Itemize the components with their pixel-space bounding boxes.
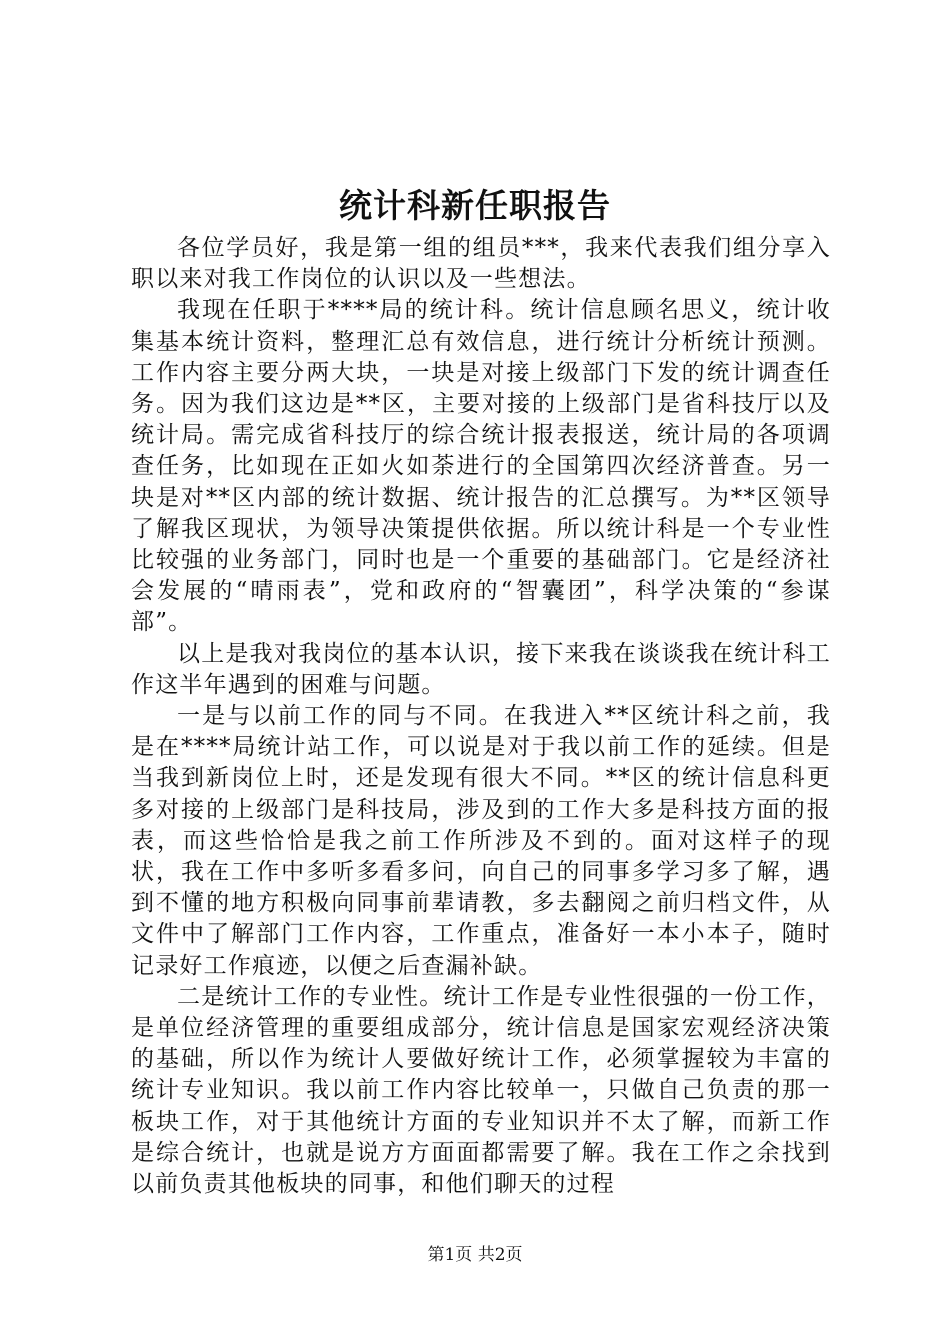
document-body [131, 233, 831, 1200]
document-title: 统计科新任职报告 [339, 186, 611, 225]
page-number-footer: 第1页 共2页 [427, 1245, 523, 1265]
paragraph-intro: 各位学员好，我是第一组的组员***，我来代表我们组分享入职以来对我工作岗位的认识以及一些想法。 [131, 235, 831, 293]
paragraph-point-one: 一是与以前工作的同与不同。在我进入**区统计科之前，我是在****局统计站工作，可以说是对于我以前工作的延续。但是当我到新岗位上时，还是发现有很大不同。**区的统计信息科更多对接的上级部门是科技局，涉及到的工作大多是科技方面的报表，而这些恰恰是我之前工作所涉及不到的。面对这样子的现状，我在工作中多听多看多问，向自己的同事多学习多了解，遇到不懂的地方积极向同事前辈请教，多去翻阅之前归档文件，从文件中了解部门工作内容，工作重点，准备好一本小本子，随时记录好工作痕迹，以便之后查漏补缺。 [131, 703, 831, 979]
paragraph-transition: 以上是我对我岗位的基本认识，接下来我在谈谈我在统计科工作这半年遇到的困难与问题。 [131, 640, 831, 698]
paragraph-point-two: 二是统计工作的专业性。统计工作是专业性很强的一份工作，是单位经济管理的重要组成部分，统计信息是国家宏观经济决策的基础，所以作为统计人要做好统计工作，必须掌握较为丰富的统计专业知识。我以前工作内容比较单一，只做自己负责的那一板块工作，对于其他统计方面的专业知识并不太了解，而新工作是综合统计，也就是说方方面面都需要了解。我在工作之余找到以前负责其他板块的同事，和他们聊天的过程 [131, 983, 831, 1198]
paragraph-position: 我现在任职于****局的统计科。统计信息顾名思义，统计收集基本统计资料，整理汇总有效信息，进行统计分析统计预测。工作内容主要分两大块，一块是对接上级部门下发的统计调查任务。因为我们这边是**区，主要对接的上级部门是省科技厅以及统计局。需完成省科技厅的综合统计报表报送，统计局的各项调查任务，比如现在正如火如荼进行的全国第四次经济普查。另一块是对**区内部的统计数据、统计报告的汇总撰写。为**区领导了解我区现状，为领导决策提供依据。所以统计科是一个专业性比较强的业务部门，同时也是一个重要的基础部门。它是经济社会发展的“晴雨表”，党和政府的“智囊团”，科学决策的“参谋部”。 [131, 297, 831, 636]
